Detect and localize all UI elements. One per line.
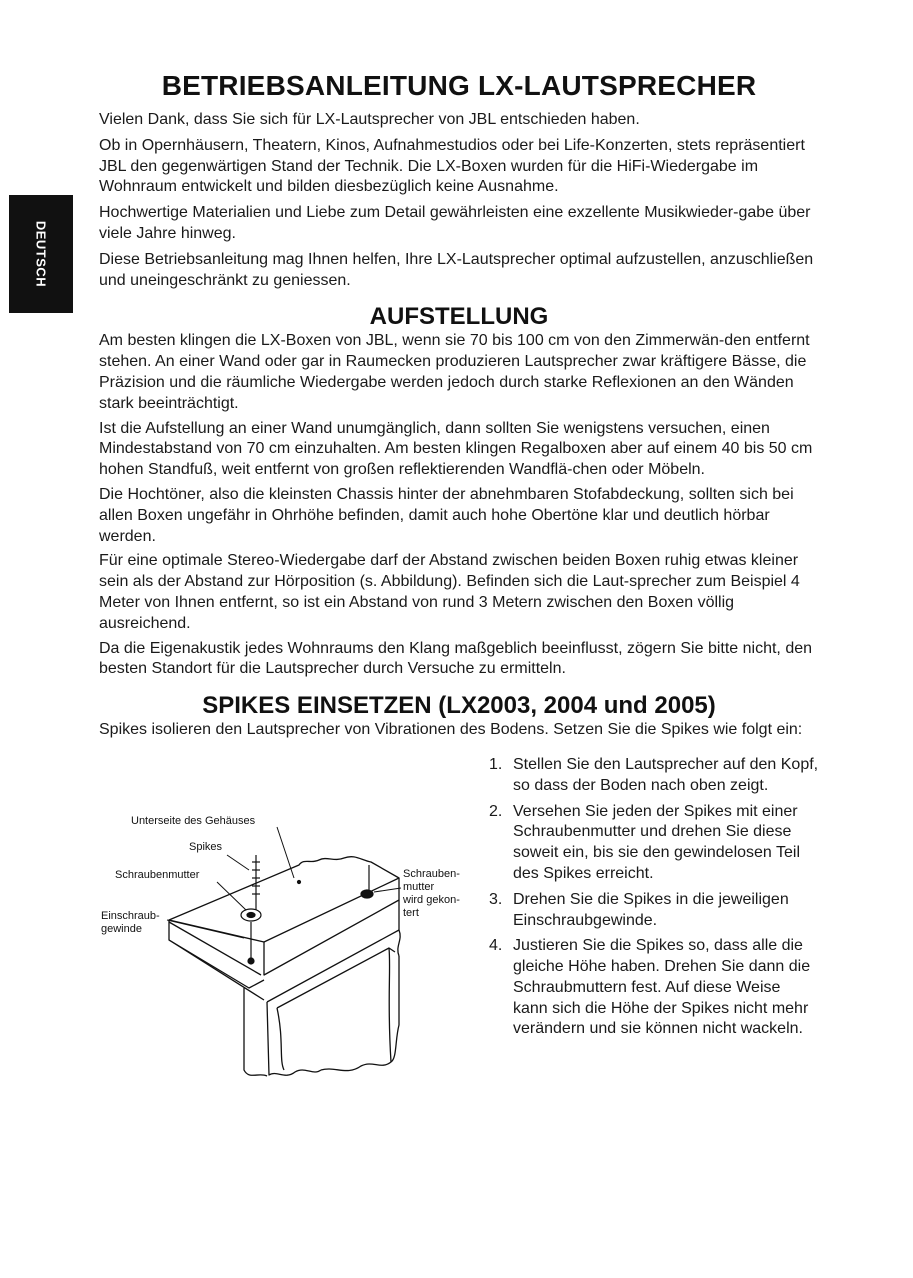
intro-paragraph: Vielen Dank, dass Sie sich für LX-Lautsprecher von JBL entschieden haben. xyxy=(99,111,640,128)
list-item: 1. Stellen Sie den Lautsprecher auf den Kopf, so dass der Boden nach oben zeigt. xyxy=(489,755,819,794)
label-nut: Schraubenmutter xyxy=(115,868,200,881)
spike-steps-list xyxy=(489,755,819,1045)
label-underside: Unterseite des Gehäuses xyxy=(131,814,256,827)
spike-diagram xyxy=(99,770,479,1090)
intro-section xyxy=(99,110,819,291)
intro-paragraph: Hochwertige Materialien und Liebe zum Detail gewährleisten eine exzellente Musikwieder-gabe über viele Jahre hinweg. xyxy=(99,204,811,242)
aufstellung-section xyxy=(99,331,819,680)
list-item: 3. Drehen Sie die Spikes in die jeweiligen Einschraubgewinde. xyxy=(489,890,789,929)
aufstellung-paragraph: Da die Eigenakustik jedes Wohnraums den Klang maßgeblich beeinflusst, zögern Sie bitte nicht, den besten Standort für die Lautsprecher durch Versuche zu ermitteln. xyxy=(99,639,813,678)
aufstellung-paragraph: Ist die Aufstellung an einer Wand unumgänglich, dann sollten Sie wenigstens versuchen, einen Mindestabstand von 70 cm einzuhalten. Am besten klingen Regalboxen aber auf einem 40 bis 50 cm hohen Standfuß, weit entfernt von großen reflektierenden Wandflä-chen oder Möbeln. xyxy=(99,419,813,479)
aufstellung-paragraph: Am besten klingen die LX-Boxen von JBL, wenn sie 70 bis 100 cm von den Zimmerwän-den entfernt stehen. An einer Wand oder gar in Raumecken produzieren Lautsprecher zwar kräftigere Bässe, die Präzision und die räumliche Wiedergabe werden jedoch durch starke Reflexionen an den Wänden stark beeinträchtigt. xyxy=(99,332,810,412)
intro-paragraph: Diese Betriebsanleitung mag Ihnen helfen, Ihre LX-Lautsprecher optimal aufzustellen, anzuschließen und uneingeschränkt zu geniessen. xyxy=(99,250,814,289)
language-tab-label: DEUTSCH xyxy=(33,220,49,288)
label-countered: Schrauben- mutter wird gekon- tert xyxy=(403,867,460,919)
spikes-heading: SPIKES EINSETZEN (LX2003, 2004 und 2005) xyxy=(202,692,716,720)
aufstellung-heading: AUFSTELLUNG xyxy=(369,303,549,331)
aufstellung-paragraph: Für eine optimale Stereo-Wiedergabe darf der Abstand zwischen beiden Boxen ruhig etwas kleiner sein als der Abstand zur Hörposition (s. Abbildung). Befinden sich die Laut-sprecher zum Beispiel 4 Meter von Ihnen entfernt, so ist ein Abstand von rund 3 Metern zwischen den Boxen völlig ausreichend. xyxy=(99,552,800,632)
page-content xyxy=(99,70,819,1105)
intro-paragraph: Ob in Opernhäusern, Theatern, Kinos, Aufnahmestudios oder bei Life-Konzerten, stets repräsentiert JBL den gegenwärtigen Stand der Technik. Die LX-Boxen wurden für die HiFi-Wiedergabe im Wohnraum entwickelt und bilden diesbezüglich keine Ausnahme. xyxy=(99,136,805,196)
spikes-intro: Spikes isolieren den Lautsprecher von Vibrationen des Bodens. Setzen Sie die Spikes wie folgt ein: xyxy=(99,721,803,739)
spikes-section xyxy=(99,745,819,1105)
label-thread: Einschraub- gewinde xyxy=(101,909,160,935)
page-title: BETRIEBSANLEITUNG LX-LAUTSPRECHER xyxy=(161,70,757,101)
label-spikes: Spikes xyxy=(189,840,223,853)
language-tab xyxy=(9,195,73,313)
aufstellung-paragraph: Die Hochtöner, also die kleinsten Chassis hinter der abnehmbaren Stofabdeckung, sollten sich bei allen Boxen ungefähr in Ohrhöhe befinden, damit auch hohe Obertöne klar und deutlich hörbar werden. xyxy=(99,485,794,545)
list-item: 2. Versehen Sie jeden der Spikes mit einer Schraubenmutter und drehen Sie diese soweit ein, bis sie den gewindelosen Teil des Spikes erreicht. xyxy=(489,802,800,882)
list-item: 4. Justieren Sie die Spikes so, dass alle die gleiche Höhe haben. Drehen Sie dann die Schraubmuttern fest. Auf diese Weise kann sich die Höhe der Spikes nicht mehr verändern und sie können nicht wackeln. xyxy=(489,937,811,1038)
